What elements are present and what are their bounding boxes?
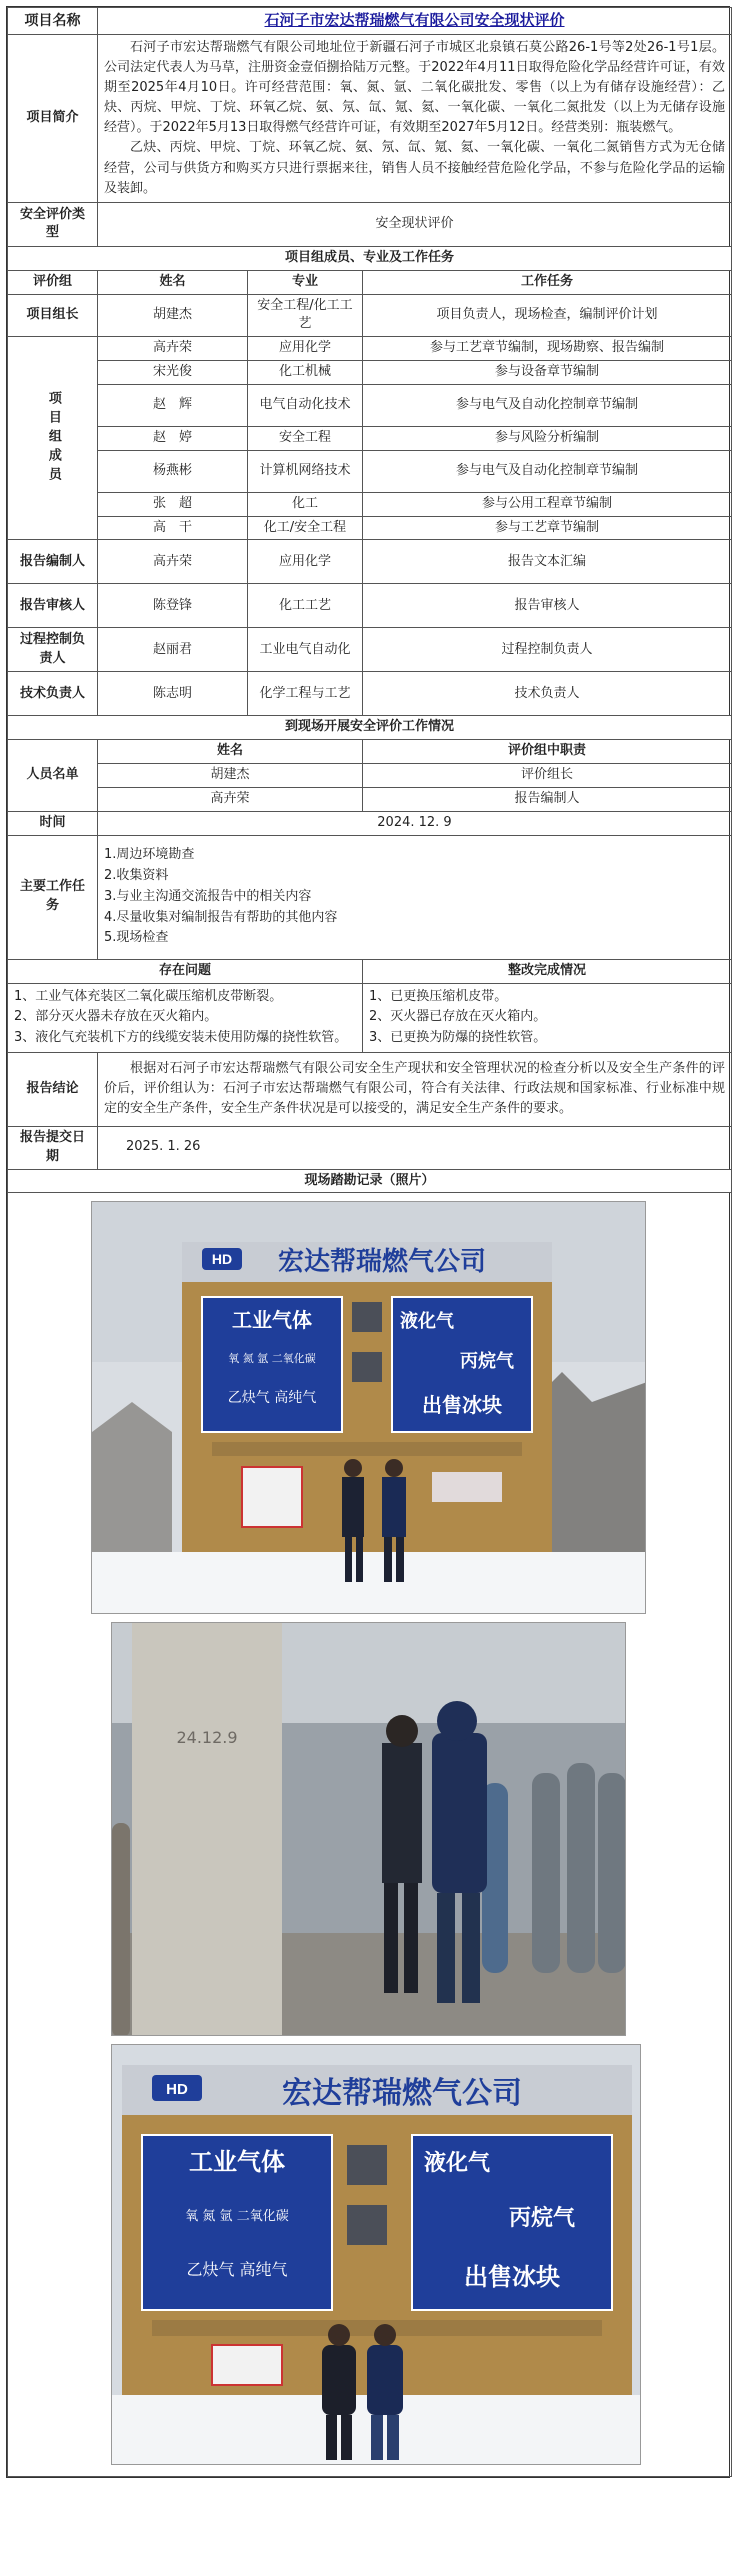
problem-item: 2、部分灭火器未存放在灭火箱内。 [14, 1009, 218, 1025]
task-item: 3.与业主沟通交流报告中的相关内容 [104, 888, 312, 904]
member-task: 参与电气及自动化控制章节编制 [363, 384, 732, 426]
team-header-task: 工作任务 [363, 270, 732, 294]
sign-company-name: 宏达帮瑞燃气公司 [277, 1247, 487, 1278]
task-item: 2.收集资料 [104, 867, 169, 883]
site-photo-3 [111, 2044, 641, 2465]
role-major: 化学工程与工艺 [248, 672, 363, 716]
member-task: 参与电气及自动化控制章节编制 [363, 450, 732, 492]
building-front-photo-2 [112, 2045, 641, 2465]
intro-paragraph-1: 石河子市宏达帮瑞燃气有限公司地址位于新疆石河子市城区北泉镇石莫公路26-1号等2处26-1号1层。公司法定代表人为马草，注册资金壹佰捌拾陆万元整。于2022年4月11日取得危险化学品经营许可证，有效期至2025年4月10日。许可经营范围：氧、氮、氩、二氧化碳批发、零售（以上为有储存设施经营）：乙炔、丙烷、甲烷、丁烷、环氧乙烷、氨、氖、氙、氪、氦、一氧化碳、一氧化二氮批发（以上为无储存设施经营）。于2022年5月13日取得燃气经营许可证，有效期至2027年5月12日。经营类别：瓶装燃气。 [104, 39, 726, 136]
role-major: 应用化学 [248, 540, 363, 584]
member-name: 高卉荣 [98, 337, 248, 361]
staff-header-role: 评价组中职责 [363, 740, 732, 764]
role-name: 陈登锋 [98, 584, 248, 628]
report-title[interactable]: 石河子市宏达帮瑞燃气有限公司安全现状评价 [264, 11, 565, 29]
member-task: 参与公用工程章节编制 [363, 492, 732, 516]
member-name: 杨燕彬 [98, 450, 248, 492]
member-major: 安全工程 [248, 426, 363, 450]
role-task: 过程控制负责人 [363, 628, 732, 672]
site-photo-2 [111, 1622, 626, 2036]
member-task: 参与工艺章节编制 [363, 516, 732, 540]
fix-item: 1、已更换压缩机皮带。 [369, 988, 508, 1004]
member-task: 参与设备章节编制 [363, 361, 732, 385]
report-sheet [6, 6, 730, 2478]
staff-label: 人员名单 [8, 740, 98, 812]
fixes-header: 整改完成情况 [363, 959, 732, 983]
eval-type-label: 安全评价类型 [8, 202, 98, 246]
member-task: 参与工艺章节编制，现场勘察、报告编制 [363, 337, 732, 361]
photo-area [8, 1193, 731, 2476]
sign-industrial-gas-2: 工业气体 [189, 2148, 285, 2177]
member-major: 计算机网络技术 [248, 450, 363, 492]
sign-gas-list-2: 氧 氮 氩 二氧化碳 [185, 2209, 289, 2225]
sign-propane-2: 丙烷气 [508, 2206, 576, 2232]
eval-type-value: 安全现状评价 [98, 202, 732, 246]
task-item: 4.尽量收集对编制报告有帮助的其他内容 [104, 909, 338, 925]
member-major: 应用化学 [248, 337, 363, 361]
staff-role: 报告编制人 [363, 788, 732, 812]
member-major: 化工 [248, 492, 363, 516]
onsite-section-title: 到现场开展安全评价工作情况 [8, 716, 732, 740]
leader-label: 项目组长 [8, 294, 98, 337]
team-header-name: 姓名 [98, 270, 248, 294]
sign-company-name-2: 宏达帮瑞燃气公司 [282, 2076, 522, 2112]
members-label: 项目组成员 [8, 337, 98, 540]
leader-task: 项目负责人，现场检查，编制评价计划 [363, 294, 732, 337]
sign-lpg-2: 液化气 [423, 2151, 491, 2177]
task-item: 5.现场检查 [104, 930, 169, 946]
conclusion-text: 根据对石河子市宏达帮瑞燃气有限公司安全生产现状和安全管理状况的检查分析以及安全生产条件的评价后，评价组认为：石河子市宏达帮瑞燃气有限公司，符合有关法律、行政法规和国家标准、行业标准中规定的安全生产条件，安全生产条件状况是可以接受的，满足安全生产条件的要求。 [98, 1052, 732, 1126]
role-label-editor: 报告编制人 [8, 540, 98, 584]
sign-ice-2: 出售冰块 [464, 2263, 560, 2292]
tasks-label: 主要工作任务 [8, 835, 98, 959]
submit-date-label: 报告提交日期 [8, 1126, 98, 1169]
member-major: 化工/安全工程 [248, 516, 363, 540]
staff-name: 胡建杰 [98, 764, 363, 788]
problems-header: 存在问题 [8, 959, 363, 983]
role-name: 赵丽君 [98, 628, 248, 672]
sign-logo: HD [211, 1251, 233, 1268]
team-header-group: 评价组 [8, 270, 98, 294]
role-name: 高卉荣 [98, 540, 248, 584]
problem-item: 1、工业气体充装区二氧化碳压缩机皮带断裂。 [14, 988, 283, 1004]
member-major: 化工机械 [248, 361, 363, 385]
role-label-tech: 技术负责人 [8, 672, 98, 716]
role-task: 报告文本汇编 [363, 540, 732, 584]
photos-section-title: 现场踏勘记录（照片） [8, 1169, 732, 1193]
fix-item: 2、灭火器已存放在灭火箱内。 [369, 1009, 547, 1025]
staff-header-name: 姓名 [98, 740, 363, 764]
member-name: 张 超 [98, 492, 248, 516]
role-major: 化工工艺 [248, 584, 363, 628]
fix-item: 3、已更换为防爆的挠性软管。 [369, 1030, 547, 1046]
time-value: 2024. 12. 9 [98, 811, 732, 835]
team-header-major: 专业 [248, 270, 363, 294]
sign-industrial-gas: 工业气体 [232, 1308, 312, 1333]
wall-scribble: 24.12.9 [176, 1728, 238, 1748]
sign-gas-list: 氧 氮 氩 二氧化碳 [228, 1352, 316, 1366]
problem-item: 3、液化气充装机下方的线缆安装未使用防爆的挠性软管。 [14, 1030, 348, 1046]
team-section-title: 项目组成员、专业及工作任务 [8, 246, 732, 270]
time-label: 时间 [8, 811, 98, 835]
conclusion-label: 报告结论 [8, 1052, 98, 1126]
site-photo-1 [91, 1201, 646, 1614]
sign-acetylene-2: 乙炔气 高纯气 [186, 2260, 288, 2280]
member-task: 参与风险分析编制 [363, 426, 732, 450]
leader-name: 胡建杰 [98, 294, 248, 337]
sign-ice: 出售冰块 [422, 1393, 502, 1418]
role-task: 技术负责人 [363, 672, 732, 716]
role-major: 工业电气自动化 [248, 628, 363, 672]
leader-major: 安全工程/化工工艺 [248, 294, 363, 337]
intro-label: 项目简介 [8, 34, 98, 202]
sign-propane: 丙烷气 [460, 1351, 514, 1373]
member-name: 赵 辉 [98, 384, 248, 426]
staff-role: 评价组长 [363, 764, 732, 788]
role-name: 陈志明 [98, 672, 248, 716]
cylinder-inspection-photo [112, 1623, 626, 2036]
member-name: 赵 婷 [98, 426, 248, 450]
building-front-photo [92, 1202, 646, 1614]
sign-acetylene: 乙炔气 高纯气 [227, 1390, 317, 1407]
member-name: 宋光俊 [98, 361, 248, 385]
staff-name: 高卉荣 [98, 788, 363, 812]
sign-logo-2: HD [166, 2081, 188, 2099]
role-label-process: 过程控制负责人 [8, 628, 98, 672]
task-item: 1.周边环境勘查 [104, 847, 195, 863]
intro-paragraph-2: 乙炔、丙烷、甲烷、丁烷、环氧乙烷、氨、氖、氙、氪、氦、一氧化碳、一氧化二氮销售方式为无仓储经营，公司与供货方和购买方只进行票据来往，销售人员不接触经营危险化学品，不参与危险化学品的运输及装卸。 [104, 140, 726, 196]
role-label-reviewer: 报告审核人 [8, 584, 98, 628]
submit-date-value: 2025. 1. 26 [98, 1126, 732, 1169]
report-table [7, 7, 732, 2477]
project-name-label: 项目名称 [8, 8, 98, 35]
role-task: 报告审核人 [363, 584, 732, 628]
sign-lpg: 液化气 [400, 1311, 454, 1333]
member-name: 高 干 [98, 516, 248, 540]
member-major: 电气自动化技术 [248, 384, 363, 426]
